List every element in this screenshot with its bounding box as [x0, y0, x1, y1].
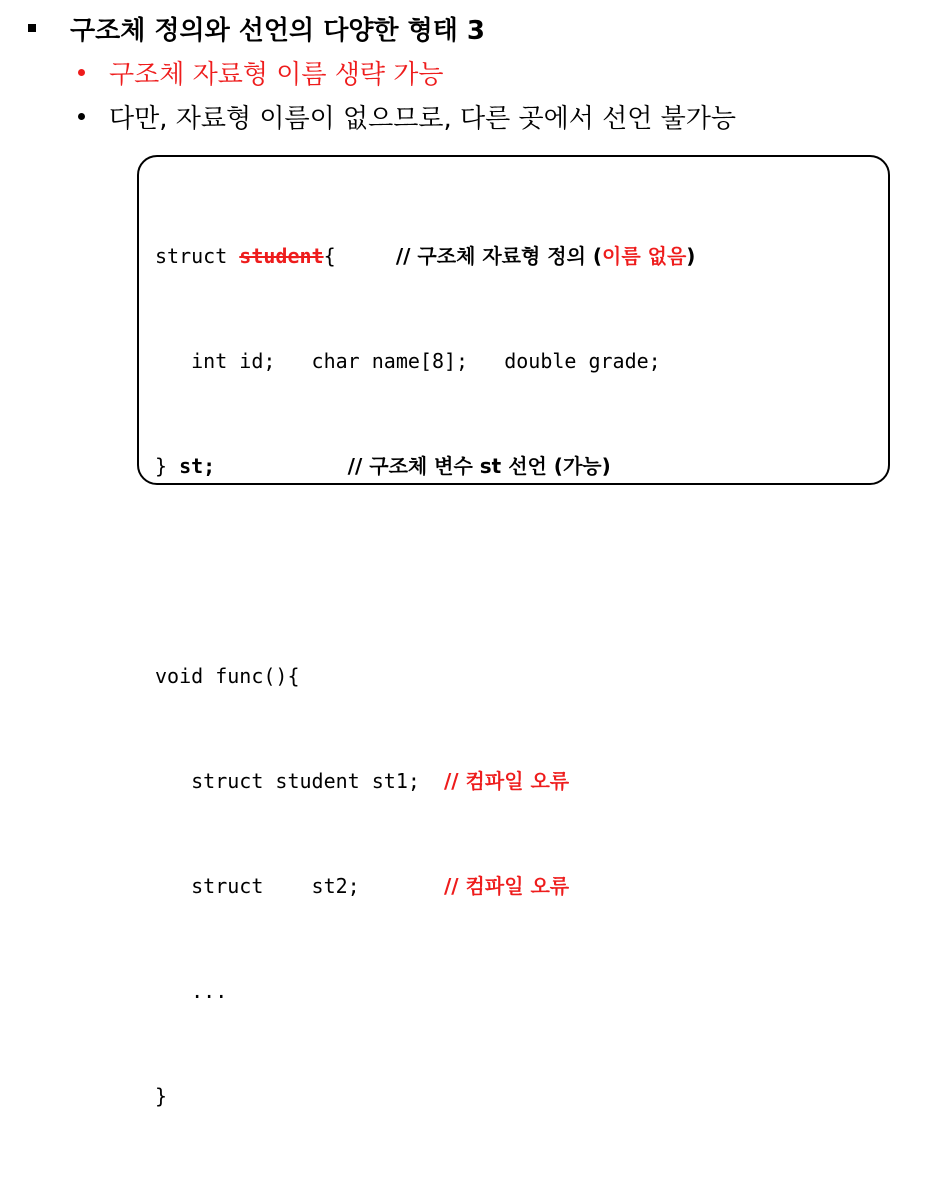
code-statement: struct student st1; [155, 769, 444, 793]
bullet-item-2 [78, 96, 736, 136]
code-line-6 [155, 764, 695, 799]
code-line-5: void func(){ [155, 664, 300, 688]
code-gap [336, 244, 396, 268]
code-statement: struct st2; [155, 874, 444, 898]
code-error-comment: // 컴파일 오류 [443, 874, 570, 898]
code-line-8: ... [155, 979, 228, 1003]
bullet-dot-icon [78, 113, 85, 120]
code-comment: // 구조체 자료형 정의 ( [395, 244, 603, 268]
code-line-7 [155, 869, 695, 904]
code-comment-end: ) [686, 244, 696, 268]
bullet-item-1 [78, 52, 443, 92]
code-comment-highlight: 이름 없음 [602, 244, 687, 268]
code-brace: } [155, 454, 180, 478]
bullet-text-1: 구조체 자료형 이름 생략 가능 [109, 59, 444, 90]
code-block [137, 155, 890, 1108]
code-comment: // 구조체 변수 st 선언 (가능) [347, 454, 611, 478]
heading-text: 구조체 정의와 선언의 다양한 형태 3 [70, 15, 485, 46]
bullet-dot-icon [78, 69, 85, 76]
code-gap [215, 454, 347, 478]
code-line-4 [155, 554, 695, 589]
square-bullet-icon [28, 24, 36, 32]
struck-struct-name: student [239, 244, 324, 268]
bullet-text-2: 다만, 자료형 이름이 없으므로, 다른 곳에서 선언 불가능 [109, 103, 736, 134]
code-error-comment: // 컴파일 오류 [443, 769, 570, 793]
code-line-1 [155, 239, 695, 274]
code-brace: { [323, 244, 336, 268]
code-line-9: } [155, 1084, 168, 1108]
code-line-3 [155, 449, 695, 484]
code-variable: st; [179, 454, 216, 478]
code-line-2: int id; char name[8]; double grade; [155, 349, 661, 373]
code-content [155, 169, 695, 1184]
code-keyword: struct [155, 244, 240, 268]
slide-heading [22, 8, 485, 48]
